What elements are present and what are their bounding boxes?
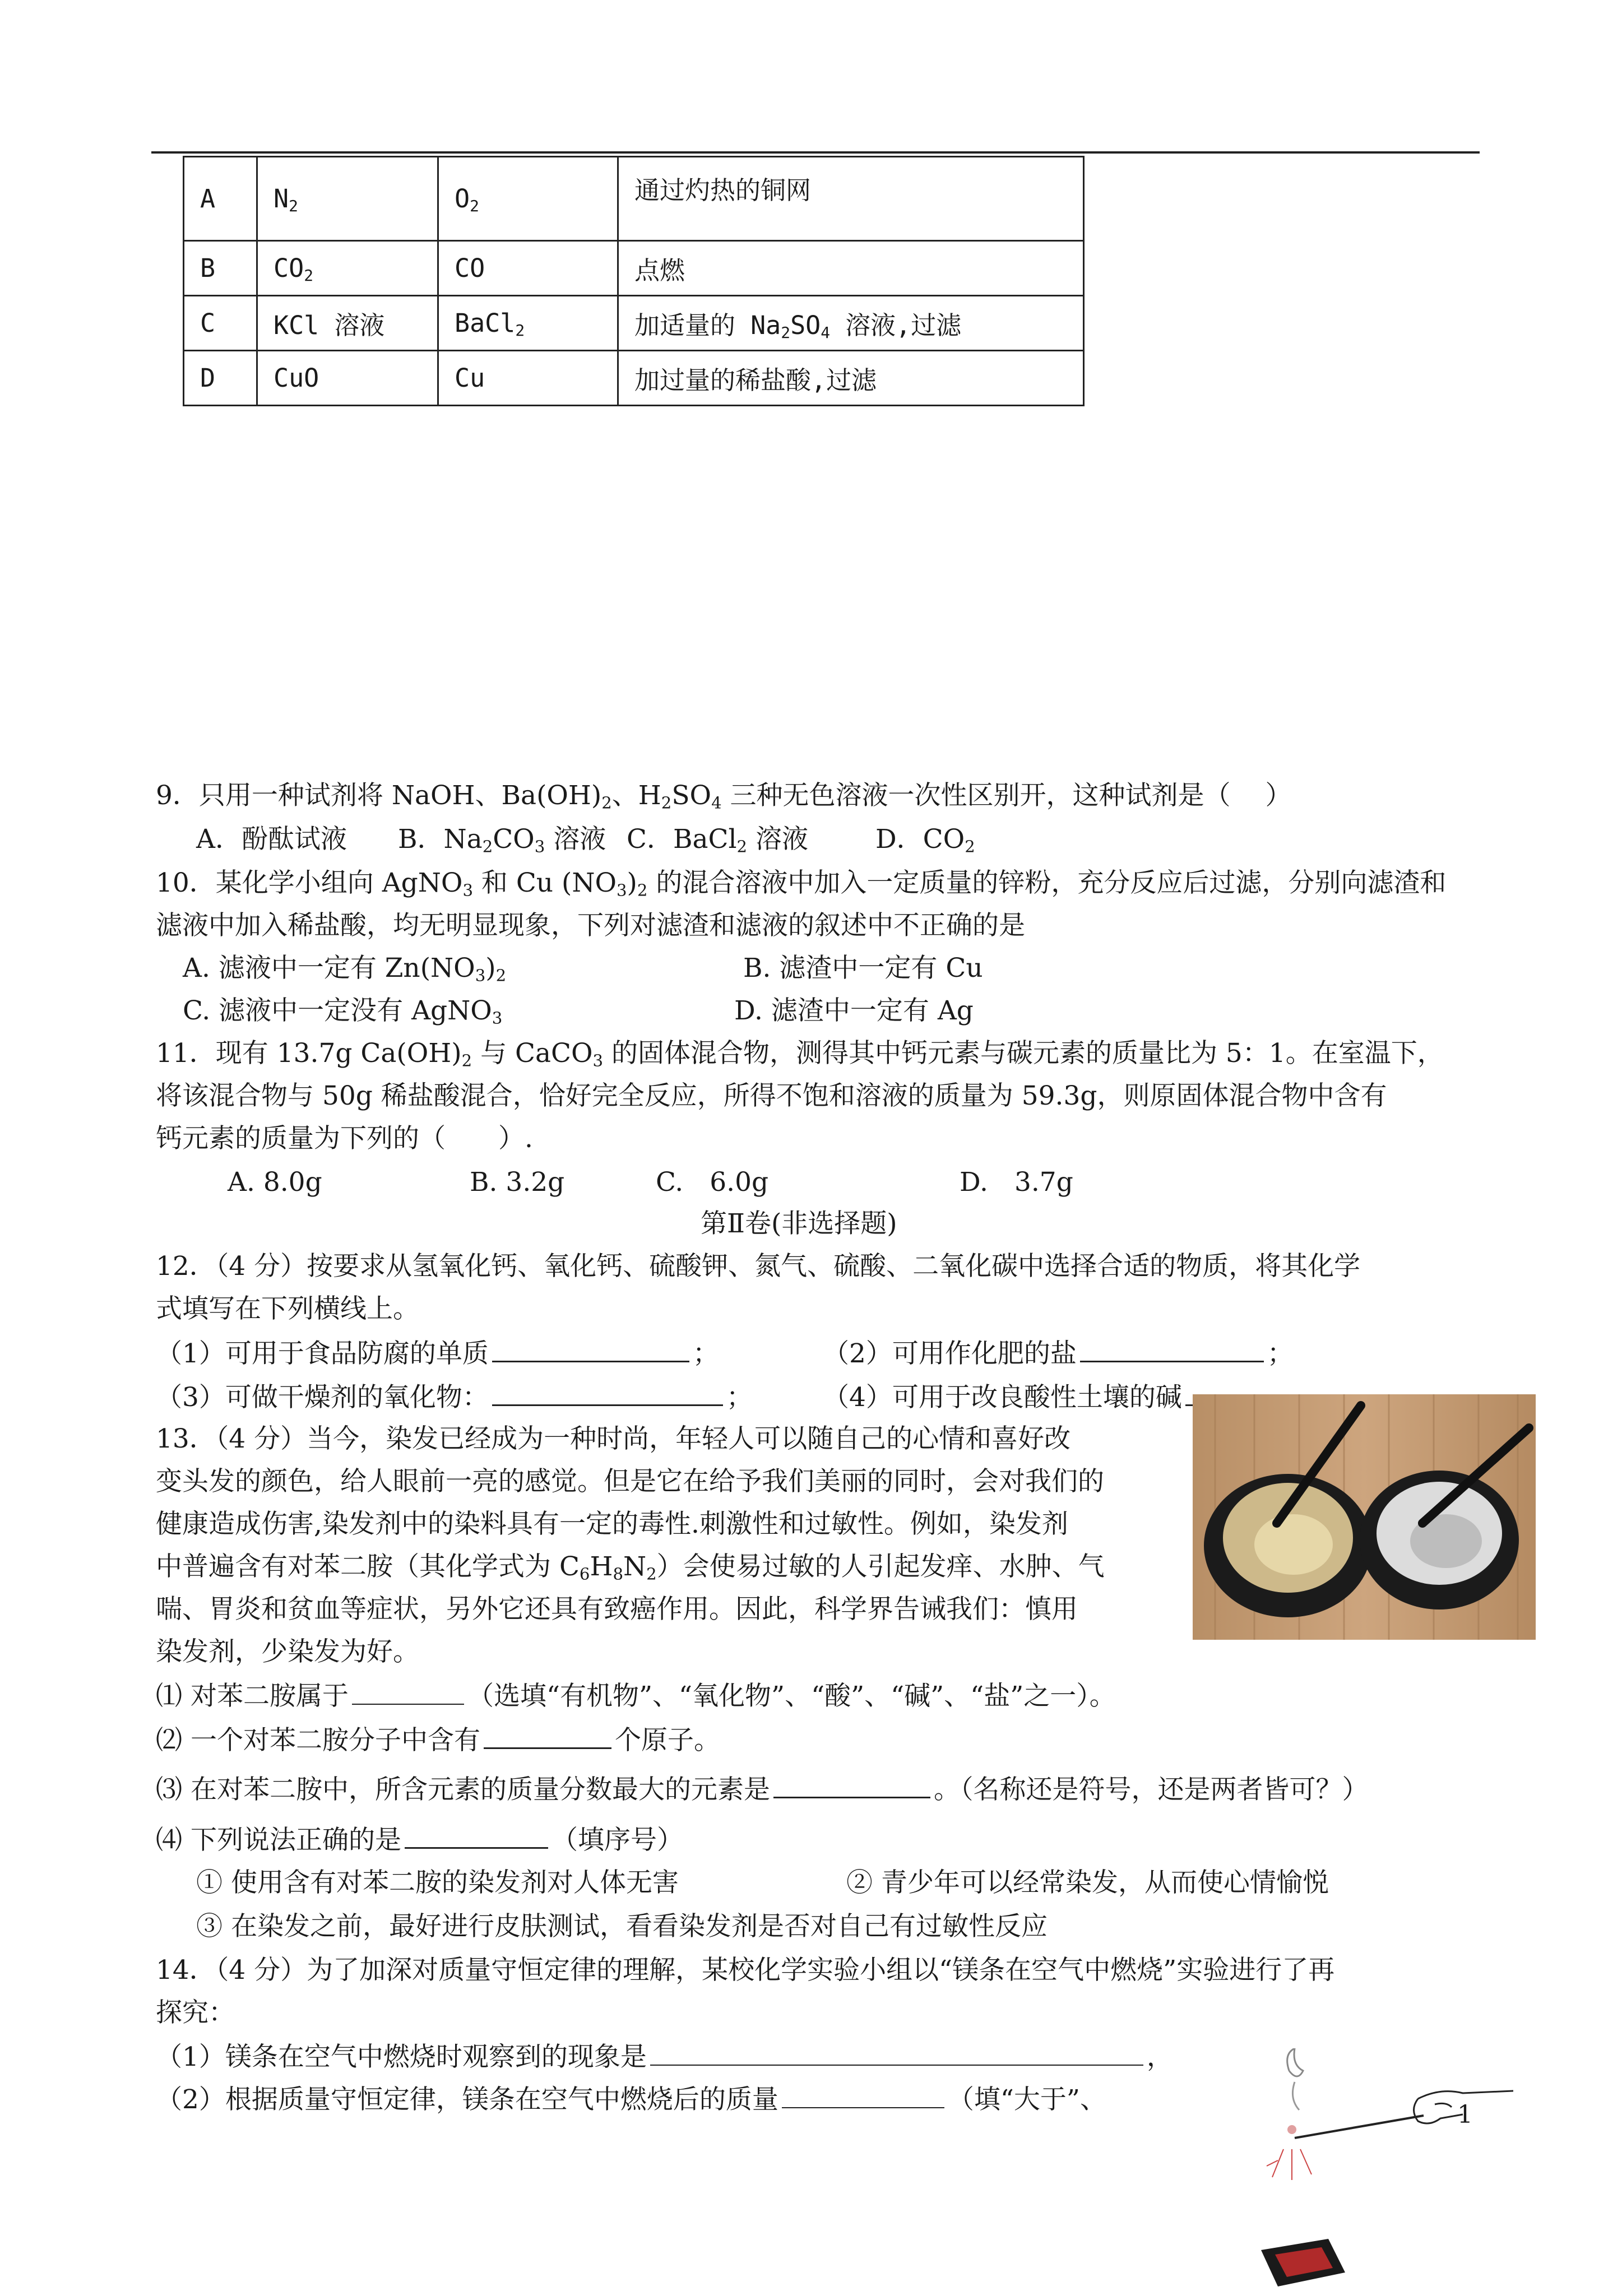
q10-option-b: B. 滤渣中一定有 Cu: [743, 953, 983, 984]
q13-sub4: ⑷ 下列说法正确的是 （填序号）: [156, 1822, 683, 1857]
table-cell: $N_2$: [257, 157, 438, 241]
table-cell: KCl 溶液: [257, 296, 438, 351]
table-row: [184, 351, 1084, 406]
table-cell: 点燃: [618, 241, 1084, 296]
table-cell: D: [184, 351, 257, 406]
q13-line3: 健康造成伤害,染发剂中的染料具有一定的毒性.刺激性和过敏性。例如，染发剂: [156, 1509, 1068, 1539]
q12-part2: （2）可用作化肥的盐 ；: [823, 1336, 1294, 1371]
magnesium-burning-illustration: [1250, 2048, 1513, 2295]
table-cell: 加过量的稀盐酸,过滤: [618, 351, 1084, 406]
q13-line6: 染发剂，少染发为好。: [156, 1636, 419, 1667]
answer-blank[interactable]: [773, 1772, 930, 1798]
q12-part4: （4）可用于改良酸性土壤的碱: [823, 1380, 1424, 1414]
q10-option-d: D. 滤渣中一定有 Ag: [734, 995, 974, 1026]
q10-stem-line1: 10．某化学小组向 AgNO$_3$ 和 Cu $(NO_3)_2$ 的混合溶液中加入一定质量的锌粉，充分反应后过滤，分别向滤渣和: [156, 868, 1447, 900]
q13-choice-2: ② 青少年可以经常染发，从而使心情愉悦: [846, 1867, 1329, 1898]
page-number: 1: [1457, 2100, 1473, 2129]
table-row: [184, 296, 1084, 351]
table-cell: $CO_2$: [257, 241, 438, 296]
q13-line2: 变头发的颜色，给人眼前一亮的感觉。但是它在给予我们美丽的同时，会对我们的: [156, 1466, 1104, 1497]
q14-stem-line2: 探究：: [156, 1997, 235, 2028]
hair-dye-photo: [1193, 1394, 1536, 1640]
q9-option-c: C．BaCl$_2$ 溶液: [627, 824, 808, 856]
q10-stem-line2: 滤液中加入稀盐酸，均无明显现象，下列对滤渣和滤液的叙述中不正确的是: [156, 910, 1025, 941]
options-table: [183, 156, 1085, 406]
table-row: [184, 157, 1084, 241]
answer-blank[interactable]: [352, 1679, 464, 1705]
q13-choice-1: ① 使用含有对苯二胺的染发剂对人体无害: [196, 1867, 679, 1898]
q12-part3: （3）可做干燥剂的氧化物： ；: [156, 1380, 753, 1414]
q13-line4: 中普遍含有对苯二胺（其化学式为 $C_6H_8N_2$）会使易过敏的人引起发痒、水肿、气: [156, 1551, 1105, 1584]
table-cell: $O_2$: [438, 157, 618, 241]
q10-option-a: A. 滤液中一定有 $Zn(NO_3)_2$: [183, 953, 507, 985]
q12-stem-line2: 式填写在下列横线上。: [156, 1293, 419, 1324]
answer-blank[interactable]: [492, 1380, 723, 1406]
header-rule: [151, 151, 1480, 154]
table-cell: CuO: [257, 351, 438, 406]
table-cell: BaCl$_2$: [438, 296, 618, 351]
q11-option-d: D. 3.7g: [960, 1167, 1073, 1198]
q13-sub2: ⑵ 一个对苯二胺分子中含有 个原子。: [156, 1723, 720, 1757]
table-cell: A: [184, 157, 257, 241]
table-row: [184, 241, 1084, 296]
q11-option-a: A. 8.0g: [228, 1167, 322, 1198]
table-cell: B: [184, 241, 257, 296]
answer-blank[interactable]: [405, 1822, 548, 1849]
table-cell: Cu: [438, 351, 618, 406]
table-cell: C: [184, 296, 257, 351]
section-title: 第Ⅱ卷(非选择题): [701, 1208, 897, 1239]
answer-blank[interactable]: [782, 2082, 944, 2108]
q12-stem-line1: 12．（4 分）按要求从氢氧化钙、氧化钙、硫酸钾、氮气、硫酸、二氧化碳中选择合适的物质，将其化学: [156, 1251, 1361, 1282]
table-cell: 加适量的 $Na_2SO_4$ 溶液,过滤: [618, 296, 1084, 351]
q14-part1: （1）镁条在空气中燃烧时观察到的现象是 ，: [156, 2040, 1173, 2074]
q13-line5: 喘、胃炎和贫血等症状，另外它还具有致癌作用。因此，科学界告诫我们：慎用: [156, 1594, 1078, 1625]
q11-option-c: C. 6.0g: [656, 1167, 769, 1198]
q13-line1: 13．（4 分）当今，染发已经成为一种时尚，年轻人可以随自己的心情和喜好改: [156, 1423, 1071, 1454]
q9-option-a: A．酚酞试液: [196, 824, 347, 855]
q11-stem-line2: 将该混合物与 50g 稀盐酸混合，恰好完全反应，所得不饱和溶液的质量为 59.3g，则原固体混合物中含有: [156, 1080, 1387, 1111]
answer-blank[interactable]: [1080, 1336, 1264, 1362]
q9-option-b: B．$Na_2CO_3$ 溶液: [398, 824, 606, 856]
q11-stem-line1: 11．现有 13.7g $Ca(OH)_2$ 与 CaCO$_3$ 的固体混合物，测得其中钙元素与碳元素的质量比为 5：1。在室温下，: [156, 1038, 1444, 1070]
table-cell: 通过灼热的铜网: [618, 157, 1084, 241]
q14-part2: （2）根据质量守恒定律，镁条在空气中燃烧后的质量 （填“大于”、: [156, 2082, 1106, 2117]
q10-option-c: C. 滤液中一定没有 AgNO$_3$: [183, 995, 503, 1028]
q13-sub3: ⑶ 在对苯二胺中，所含元素的质量分数最大的元素是 。（名称还是符号，还是两者皆可？）: [156, 1772, 1368, 1807]
q11-option-b: B. 3.2g: [470, 1167, 565, 1198]
answer-blank[interactable]: [492, 1336, 689, 1362]
q13-choice-3: ③ 在染发之前，最好进行皮肤测试，看看染发剂是否对自己有过敏性反应: [196, 1911, 1048, 1942]
answer-blank[interactable]: [650, 2040, 1143, 2066]
q9-option-d: D．$CO_2$: [875, 824, 975, 856]
q12-part1: （1）可用于食品防腐的单质 ；: [156, 1336, 719, 1371]
answer-blank[interactable]: [484, 1723, 611, 1749]
q14-stem-line1: 14．（4 分）为了加深对质量守恒定律的理解，某校化学实验小组以“镁条在空气中燃烧”实验进行了再: [156, 1955, 1335, 1986]
q11-stem-line3: 钙元素的质量为下列的（ ）.: [156, 1123, 533, 1154]
q13-sub1: ⑴ 对苯二胺属于 （选填“有机物”、“氧化物”、“酸”、“碱”、“盐”之一）。: [156, 1679, 1116, 1713]
table-cell: CO: [438, 241, 618, 296]
q9-stem: 9．只用一种试剂将 NaOH、$Ba(OH)_2$、$H_2SO_4$ 三种无色溶液一次性区别开，这种试剂是（ ）: [156, 780, 1292, 813]
